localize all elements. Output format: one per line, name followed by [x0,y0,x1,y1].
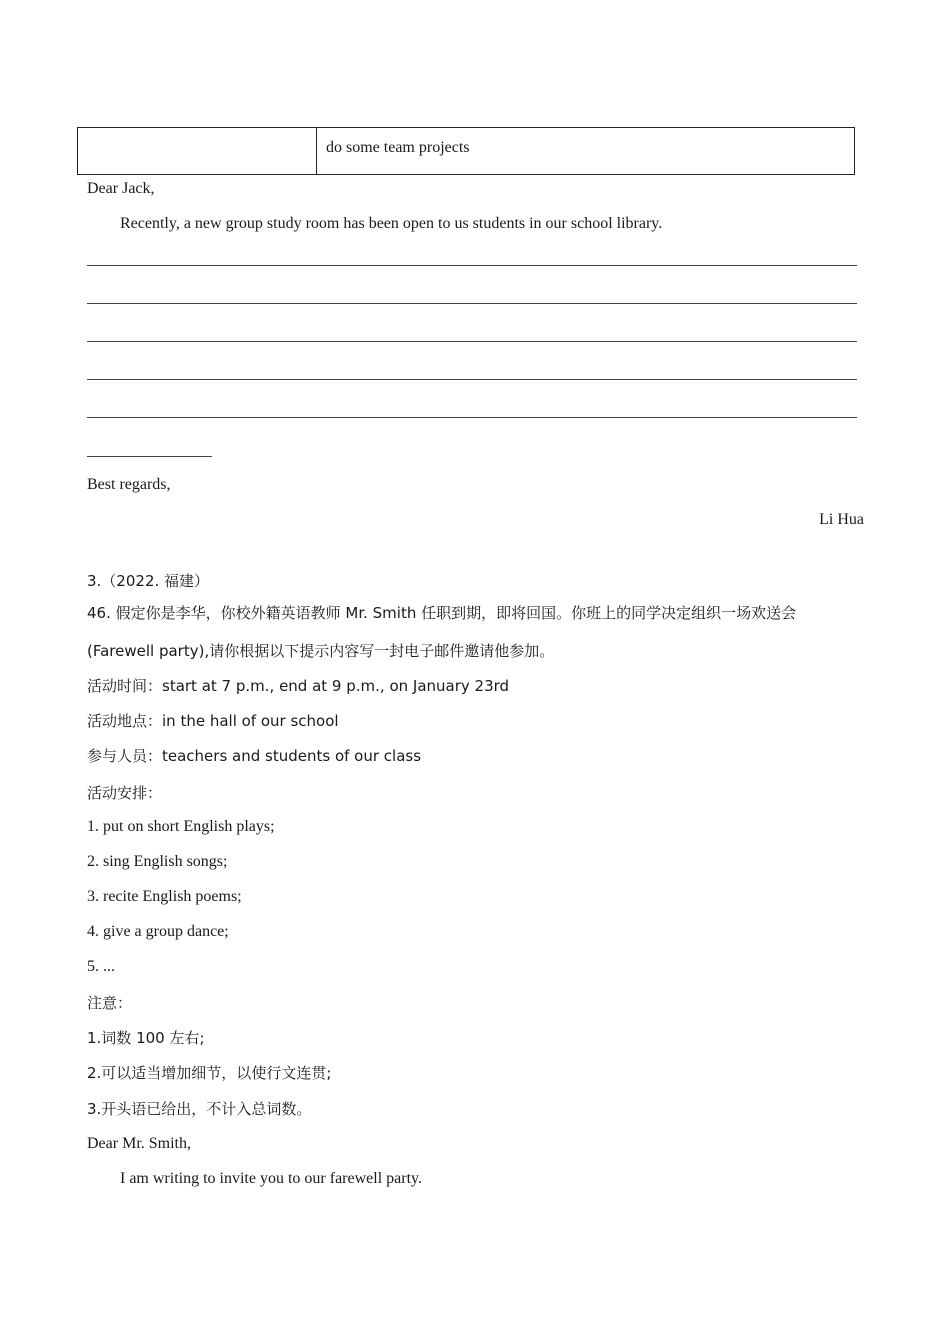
writing-blank-line [87,303,857,304]
writing-blank-line [87,379,857,380]
table-cell-right: do some team projects [317,128,855,175]
activity-participants: 参与人员：teachers and students of our class [87,747,422,765]
note-item: 1.词数 100 左右; [87,1029,205,1047]
question-prompt-line2: (Farewell party),请你根据以下提示内容写一封电子邮件邀请他参加。 [87,642,555,660]
table-cell-left [78,128,317,175]
arrangement-item: 5. ... [87,958,115,975]
letter2-opening: I am writing to invite you to our farewell party. [120,1170,422,1187]
prompt-table [77,127,855,175]
writing-blank-line [87,341,857,342]
arrangement-item: 2. sing English songs; [87,853,228,870]
note-item: 2.可以适当增加细节，以使行文连贯; [87,1064,332,1082]
activity-place: 活动地点：in the hall of our school [87,712,339,730]
notes-label: 注意： [87,994,133,1012]
letter2-greeting: Dear Mr. Smith, [87,1135,191,1152]
arrangement-item: 3. recite English poems; [87,888,242,905]
question-prompt-line1: 46. 假定你是李华，你校外籍英语教师 Mr. Smith 任职到期，即将回国。你班上的同学决定组织一场欢送会 [87,604,797,622]
arrangement-item: 4. give a group dance; [87,923,229,940]
arrangement-item: 1. put on short English plays; [87,818,275,835]
question-number: 3.（2022. 福建） [87,572,210,590]
writing-blank-line-short [87,456,212,457]
note-item: 3.开头语已给出，不计入总词数。 [87,1100,312,1118]
writing-blank-line [87,417,857,418]
letter1-greeting: Dear Jack, [87,180,155,197]
table-row [78,128,855,175]
letter1-signature: Li Hua [819,511,864,528]
letter1-closing: Best regards, [87,476,171,493]
letter1-opening: Recently, a new group study room has been open to us students in our school library. [120,215,663,232]
activity-arrangement-label: 活动安排： [87,784,163,802]
activity-time: 活动时间：start at 7 p.m., end at 9 p.m., on January 23rd [87,677,510,695]
writing-blank-line [87,265,857,266]
